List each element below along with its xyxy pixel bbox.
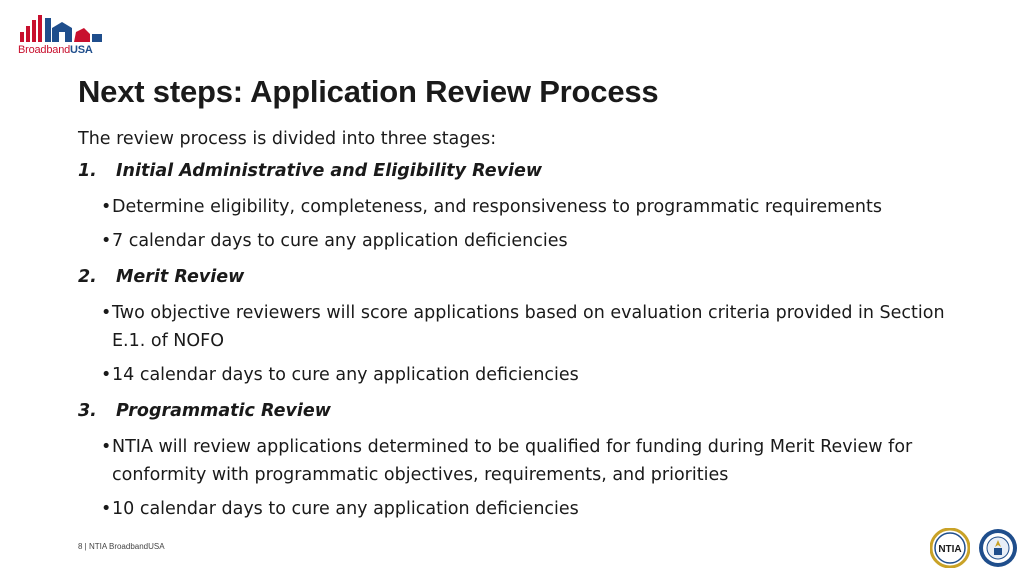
bullet-text: 14 calendar days to cure any application deficiencies	[112, 365, 579, 385]
bullet-text: NTIA will review applications determined to be qualified for funding during Merit Review for conformity with programmatic objectives, requirements, and priorities	[112, 437, 913, 485]
list-item: • NTIA will review applications determined to be qualified for funding during Merit Review for conformity with programmatic objectives, requirements, and priorities	[101, 437, 913, 485]
stage-1-label: Initial Administrative and Eligibility Review	[116, 161, 543, 181]
slide-footer: 8 | NTIA BroadbandUSA	[78, 542, 165, 551]
slide-body	[78, 128, 958, 534]
logo-word-broadband: Broadband	[18, 44, 71, 56]
ntia-seal-icon	[930, 528, 970, 568]
bullet-text: 10 calendar days to cure any application deficiencies	[112, 499, 579, 519]
stage-2-heading	[78, 266, 958, 288]
page-title: Next steps: Application Review Process	[78, 74, 659, 109]
stage-3-bullets	[78, 433, 958, 523]
ntia-seal-text: NTIA	[938, 544, 962, 555]
bullet-text: 7 calendar days to cure any application deficiencies	[112, 231, 568, 251]
stage-1-number: 1.	[78, 161, 97, 181]
commerce-seal-icon	[978, 528, 1018, 568]
bullet-text: Two objective reviewers will score applications based on evaluation criteria provided in Section E.1. of NOFO	[112, 303, 945, 351]
list-item: • 14 calendar days to cure any application deficiencies	[101, 365, 579, 385]
stage-3-heading	[78, 400, 958, 422]
stage-3-number: 3.	[78, 401, 97, 421]
stage-2-label: Merit Review	[116, 267, 245, 287]
intro-text: The review process is divided into three stages:	[78, 129, 497, 149]
stage-3-label: Programmatic Review	[116, 401, 331, 421]
list-item: • Two objective reviewers will score applications based on evaluation criteria provided in Section E.1. of NOFO	[101, 303, 945, 351]
stage-1-bullets	[78, 193, 958, 255]
list-item: • 10 calendar days to cure any application deficiencies	[101, 499, 579, 519]
bullet-text: Determine eligibility, completeness, and responsiveness to programmatic requirements	[112, 197, 882, 217]
broadbandusa-logo	[18, 14, 108, 58]
logo-word-usa: USA	[70, 44, 93, 56]
broadbandusa-skyline-icon	[18, 14, 108, 44]
stage-2-number: 2.	[78, 267, 97, 287]
logo-wordmark	[18, 44, 108, 56]
stage-2-bullets	[78, 299, 958, 389]
list-item: • Determine eligibility, completeness, and responsiveness to programmatic requirements	[101, 197, 882, 217]
stage-1-heading	[78, 160, 958, 182]
list-item: • 7 calendar days to cure any application deficiencies	[101, 231, 568, 251]
